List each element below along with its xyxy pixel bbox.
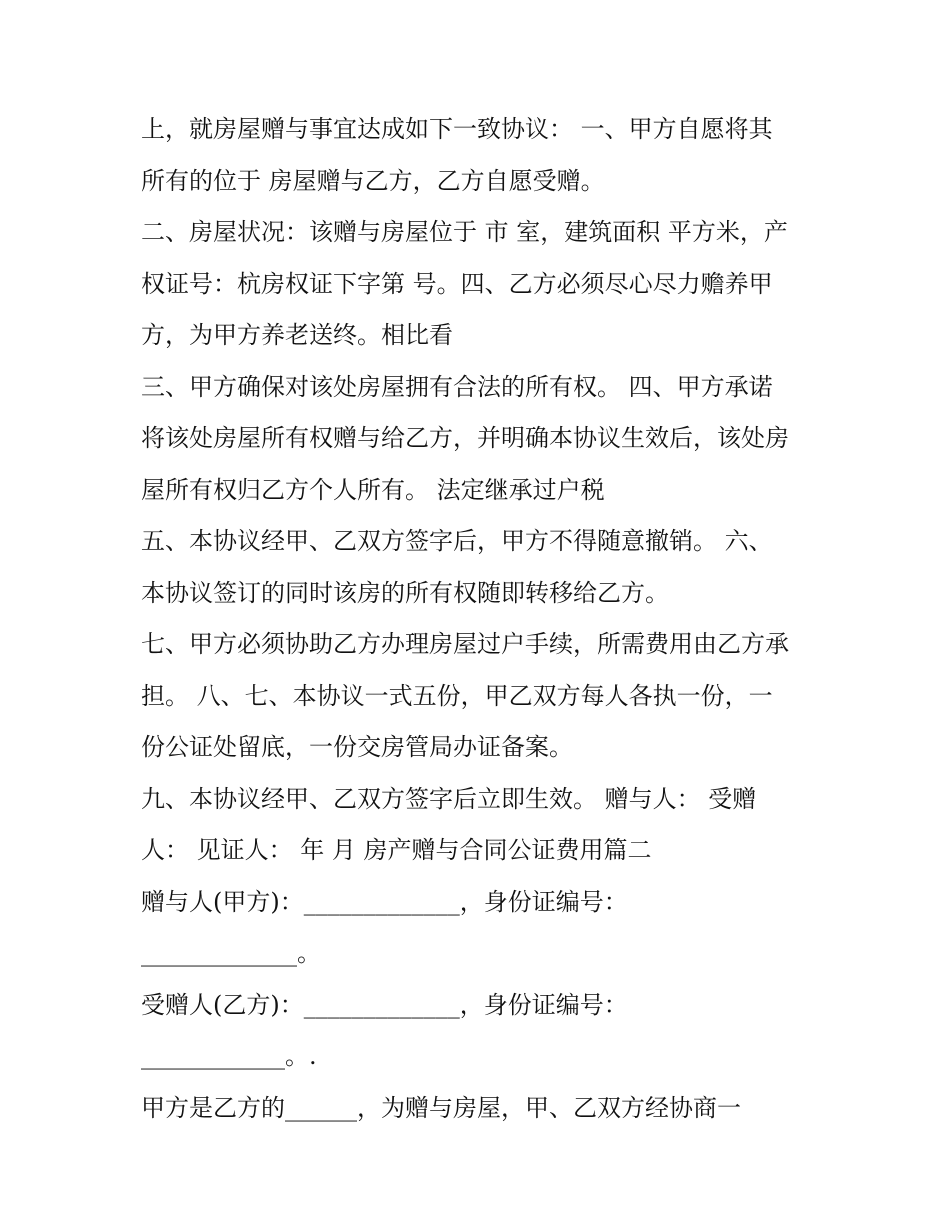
document-body	[141, 104, 821, 1134]
text-line-13: 份公证处留底，一份交房管局办证备案。	[141, 733, 573, 761]
text-line-3: 二、房屋状况：该赠与房屋位于 市 室，建筑面积 平方米，产	[141, 218, 788, 246]
donee-field-line: 受赠人(乙方)：_____________，身份证编号：	[141, 990, 628, 1019]
text-line-14: 九、本协议经甲、乙双方签字后立即生效。 赠与人： 受赠	[141, 784, 757, 813]
text-line-7: 将该处房屋所有权赠与给乙方，并明确本协议生效后，该处房	[141, 424, 789, 452]
donee-id-blank-line: ____________。.	[141, 1042, 317, 1070]
text-line-1: 上，就房屋赠与事宜达成如下一致协议： 一、甲方自愿将其	[141, 115, 773, 143]
text-line-4: 权证号：杭房权证下字第 号。四、乙方必须尽心尽力赡养甲	[141, 269, 773, 298]
text-line-9: 五、本协议经甲、乙双方签字后，甲方不得随意撤销。 六、	[141, 527, 773, 555]
text-line-2: 所有的位于 房屋赠与乙方，乙方自愿受赠。	[141, 166, 605, 195]
text-line-8: 屋所有权归乙方个人所有。 法定继承过户税	[141, 475, 605, 504]
text-line-15: 人： 见证人： 年 月 房产赠与合同公证费用篇二	[141, 836, 652, 864]
text-line-6: 三、甲方确保对该处房屋拥有合法的所有权。 四、甲方承诺	[141, 372, 773, 401]
text-line-12: 担。 八、七、本协议一式五份，甲乙双方每人各执一份，一	[141, 681, 773, 710]
donor-id-blank-line: _____________。	[141, 939, 321, 967]
text-line-5: 方，为甲方养老送终。相比看	[141, 321, 453, 349]
relationship-line: 甲方是乙方的______，为赠与房屋，甲、乙双方经协商一	[141, 1093, 741, 1122]
text-line-11: 七、甲方必须协助乙方办理房屋过户手续，所需费用由乙方承	[141, 630, 789, 658]
text-line-10: 本协议签订的同时该房的所有权随即转移给乙方。	[141, 578, 669, 607]
donor-field-line: 赠与人(甲方)：_____________，身份证编号：	[141, 887, 628, 916]
